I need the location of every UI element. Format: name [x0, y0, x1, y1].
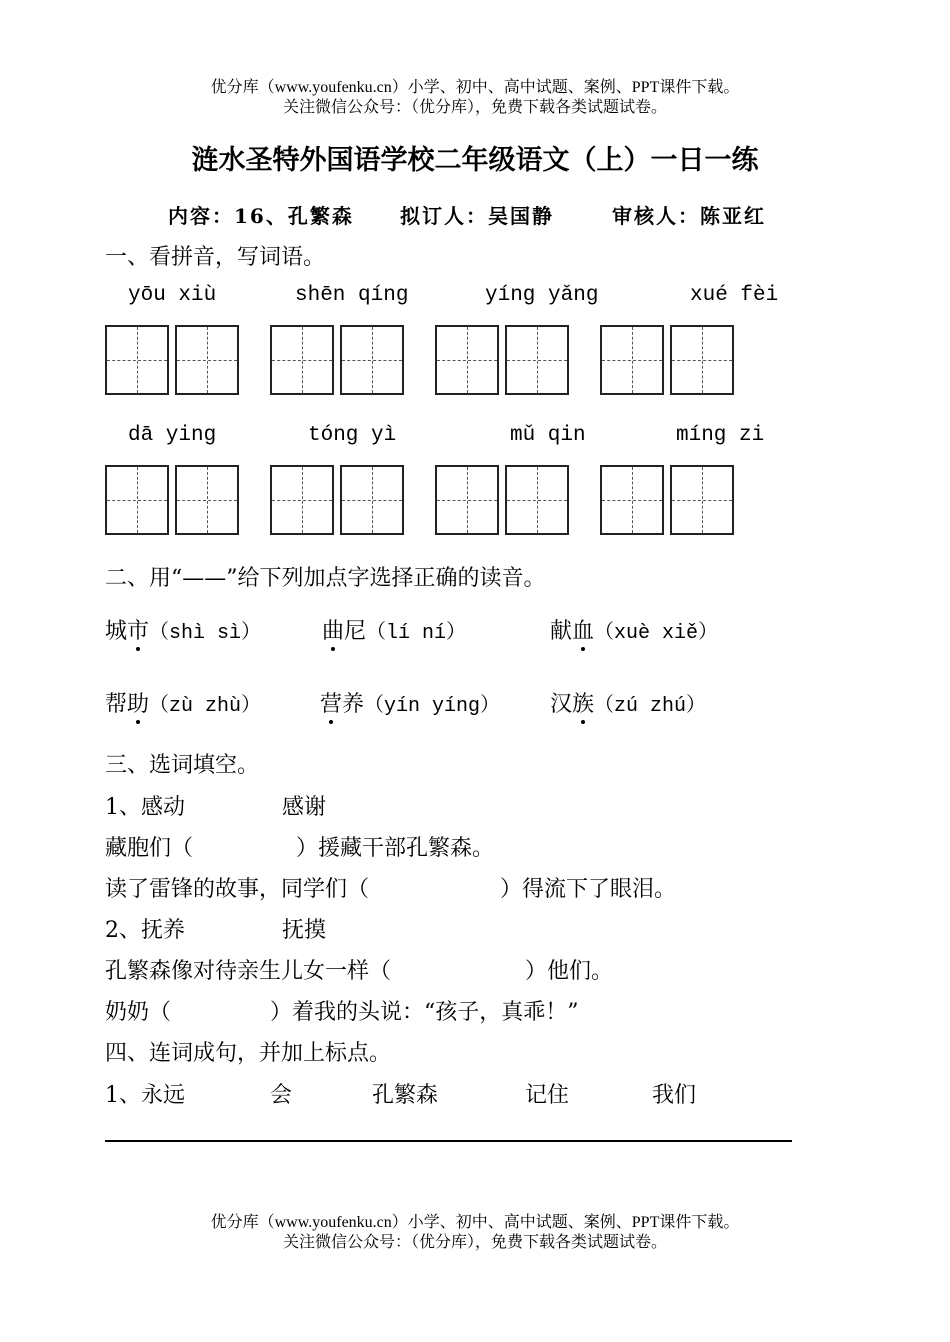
reading-item-2: 曲尼（lí ní）	[322, 614, 466, 645]
pinyin-2-1: dā ying	[128, 424, 217, 447]
pinyin-2-2: tóng yì	[308, 424, 397, 447]
pinyin-2-3: mǔ qin	[510, 424, 586, 447]
meta-reviewer: 审核人：陈亚红	[612, 204, 766, 228]
reading-options[interactable]: （xuè xiě）	[594, 622, 719, 645]
reading-item-6: 汉族（zú zhú）	[550, 687, 706, 718]
site-footer-line2: 关注微信公众号：（优分库），免费下载各类试题试卷。	[282, 1234, 667, 1251]
dotted-char: 市	[127, 614, 149, 645]
writing-cell[interactable]	[600, 465, 664, 535]
site-header-line2: 关注微信公众号：（优分库），免费下载各类试题试卷。	[282, 99, 667, 116]
reading-options[interactable]: （zù zhù）	[149, 695, 262, 718]
section1-heading: 一、看拼音，写词语。	[105, 245, 326, 270]
dotted-char: 助	[127, 687, 149, 718]
reading-item-4: 帮助（zù zhù）	[105, 687, 261, 718]
writing-cell[interactable]	[505, 465, 569, 535]
writing-cell[interactable]	[600, 325, 664, 395]
reading-item-3: 献血（xuè xiě）	[550, 614, 718, 645]
writing-cell[interactable]	[175, 465, 239, 535]
writing-cell[interactable]	[505, 325, 569, 395]
reading-options[interactable]: （yín yíng）	[364, 695, 501, 718]
pinyin-1-1: yōu xiù	[128, 284, 217, 307]
s4-word: 我们	[652, 1083, 697, 1108]
q2-sentence1-start: 孔繁森像对待亲生儿女一样（	[105, 959, 392, 984]
writing-cell[interactable]	[270, 325, 334, 395]
q1-sentence1-end: ）援藏干部孔繁森。	[296, 836, 495, 861]
s4-word: 记住	[525, 1083, 570, 1108]
writing-cell[interactable]	[105, 465, 169, 535]
s4-word: 会	[270, 1083, 293, 1108]
site-footer-line1: 优分库（www.youfenku.cn）小学、初中、高中试题、案例、PPT课件下载。	[210, 1214, 740, 1231]
writing-cell[interactable]	[105, 325, 169, 395]
writing-cell[interactable]	[340, 325, 404, 395]
dotted-char: 曲	[322, 614, 344, 645]
q2-sentence1-end: ）他们。	[525, 959, 614, 984]
section3-heading: 三、选词填空。	[105, 753, 260, 778]
writing-cell[interactable]	[270, 465, 334, 535]
dotted-char: 血	[572, 614, 594, 645]
writing-cell[interactable]	[670, 465, 734, 535]
meta-author: 拟订人：吴国静	[400, 204, 554, 228]
answer-line[interactable]	[105, 1140, 792, 1142]
reading-item-5: 营养（yín yíng）	[320, 687, 500, 718]
reading-options[interactable]: （shì sì）	[149, 622, 262, 645]
section2-heading: 二、用“——”给下列加点字选择正确的读音。	[105, 566, 546, 591]
site-header-line1: 优分库（www.youfenku.cn）小学、初中、高中试题、案例、PPT课件下载。	[210, 79, 740, 96]
q2-label: 2、抚养	[105, 918, 185, 943]
section4-heading: 四、连词成句，并加上标点。	[105, 1041, 392, 1066]
q1-word2: 感谢	[282, 795, 327, 820]
writing-cell[interactable]	[340, 465, 404, 535]
reading-options[interactable]: （zú zhú）	[594, 695, 707, 718]
pinyin-1-4: xué fèi	[690, 284, 779, 307]
writing-cell[interactable]	[670, 325, 734, 395]
reading-options[interactable]: （lí ní）	[366, 622, 467, 645]
dotted-char: 营	[320, 687, 342, 718]
q2-word2: 抚摸	[282, 918, 327, 943]
q1-sentence1-start: 藏胞们（	[105, 836, 194, 861]
s4-q1-label: 1、永远	[105, 1083, 185, 1108]
pinyin-1-2: shēn qíng	[295, 284, 409, 307]
dotted-char: 族	[572, 687, 594, 718]
page-title: 涟水圣特外国语学校二年级语文（上）一日一练	[191, 145, 759, 176]
reading-item-1: 城市（shì sì）	[105, 614, 261, 645]
q1-sentence2-start: 读了雷锋的故事，同学们（	[105, 877, 370, 902]
writing-cell[interactable]	[175, 325, 239, 395]
pinyin-2-4: míng zi	[676, 424, 765, 447]
q1-sentence2-end: ）得流下了眼泪。	[500, 877, 677, 902]
pinyin-1-3: yíng yǎng	[485, 284, 599, 307]
s4-word: 孔繁森	[372, 1083, 439, 1108]
meta-content: 内容：16、孔繁森	[168, 204, 354, 228]
q2-sentence2-start: 奶奶（	[105, 1000, 172, 1025]
writing-cell[interactable]	[435, 465, 499, 535]
q1-label: 1、感动	[105, 795, 185, 820]
q2-sentence2-end: ）着我的头说：“孩子，真乖！”	[270, 1000, 579, 1025]
writing-cell[interactable]	[435, 325, 499, 395]
